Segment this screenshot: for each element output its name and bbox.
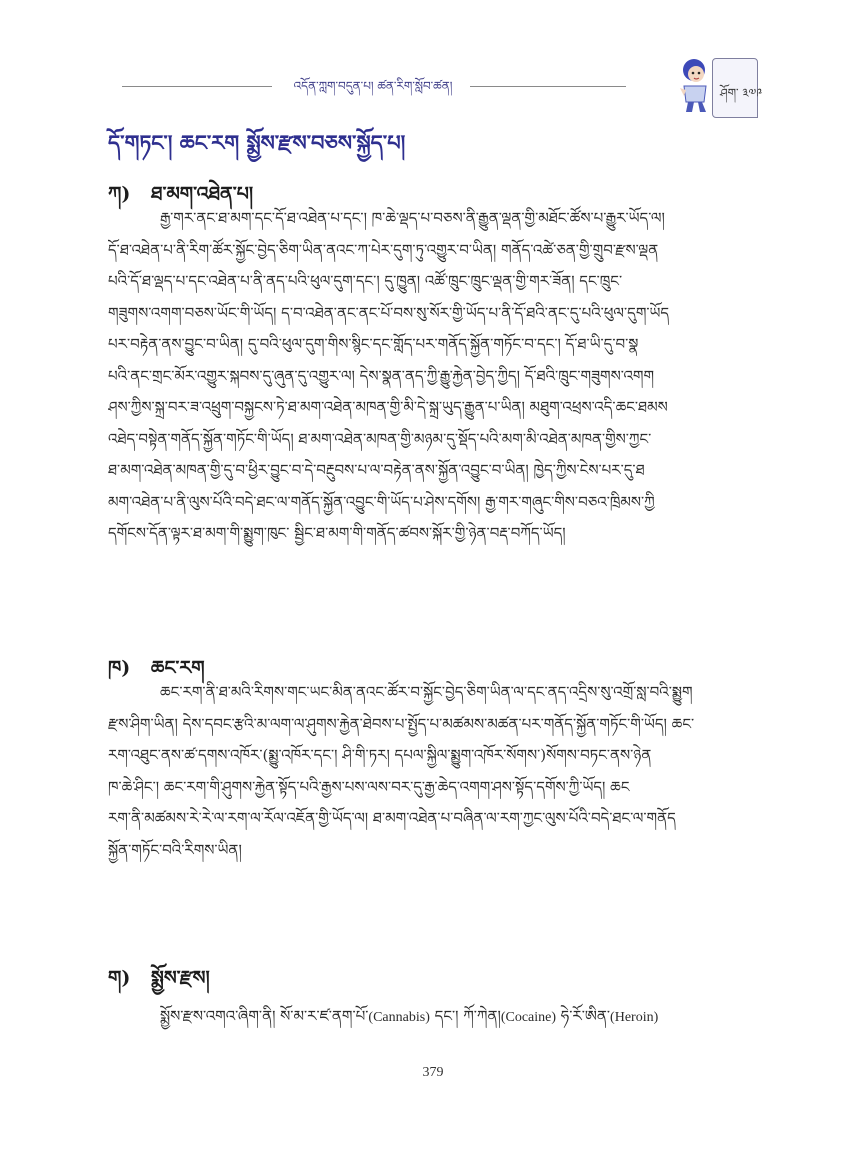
paragraph-line: རག་འཐུང་ནས་ཚ་དགས་འཁོར་(སྨྱུ་འཁོར་དང་། ཤི་གི་ཏར། དཔལ་སྐྱིལ་སྨྱུག་འཁོར་སོགས་)སོགས་བཏང་ནས་ཉེན [108, 746, 652, 764]
paragraph-line: པའི་ནང་གྲང་མོར་འགྱུར་སྐབས་དུ་ཞུན་དུ་འགྱུར་ལ། དེས་སྣན་ནད་ཀྱི་རྒྱུ་རྐྱེན་བྱེད་ཀྱིད། དོ་ཐའི་ཁྲུང་གཟུགས་འགག [108, 366, 655, 385]
paragraph-line: རག་ནི་མཚམས་རེ་རེ་ལ་རག་ལ་རོལ་འཇོན་གྱི་ཡོད་ལ། ཐ་མག་འཐེན་པ་བཞིན་ལ་རག་ཀྱང་ལུས་པོའི་བདེ་ཐང་ལ་གནོད [108, 809, 676, 827]
section-b-mark: ཁ) [108, 657, 131, 679]
page-tab-label: ཤོག་ ༣༧༩ [720, 86, 763, 100]
term-heroin: (Heroin) [610, 1010, 659, 1025]
paragraph-line: ཤས་ཀྱིས་སྐྲ་བར་ཟ་འཕྲུག་བསྐྱངས་ཏེ་ཐ་མག་འཐེན་མཁན་གྱི་མི་དེ་སྐྲ་ཡུད་རྒྱུན་པ་ཡིན། མཐུག་འཕྲས་འདི་ཆང་ཐམས [108, 398, 668, 416]
paragraph-line: ཁ་ཆེ་ཤིང་། ཆང་རག་གི་ཤུགས་རྐྱེན་སྟོད་པའི་རྒྱས་པས་ལས་བར་དུ་རྒྱ་ཆེད་འགག་ཤས་སྟོད་དགོས་ཀྱི་ཡོད། ཆང [108, 777, 630, 796]
paragraph-line: སྐྱོན་གཏོང་བའི་རིགས་ཡིན། [108, 840, 242, 859]
paragraph-line: རྒྱ་གར་ནང་ཐ་མག་དང་དོ་ཐ་འཐེན་པ་དང་། ཁ་ཆེ་ལྡད་པ་བཅས་ནི་རྒྱུན་ལྡན་གྱི་མཐོང་ཚོས་པ་རྒྱུར་ཡོད་ལ། [160, 209, 665, 227]
running-title: འདོན་ཀླག་བདུན་པ། ཚན་རིག་སློབ་ཚན། [293, 79, 453, 93]
section-a-title: ཐ་མག་འཐེན་པ། [151, 183, 254, 205]
section-b-title: ཆང་རག [150, 657, 205, 679]
paragraph-line: རྫས་ཤིག་ཡིན། དེས་དབང་རྩའི་མ་ལག་ལ་ཤུགས་རྐྱེན་ཐེབས་པ་སྤྱོད་པ་མཚམས་མཚན་པར་གནོད་སྐྱོན་གཏོང་གི་ཡོད། ཆང་ [108, 714, 695, 733]
tibetan-text: སྨྱོས་རྫས་འགའ་ཞིག་ནི། སོ་མ་ར་ཛ་ནག་པོ་ [160, 1007, 369, 1025]
term-cocaine: (Cocaine) [500, 1010, 557, 1025]
chapter-title: དོ་གཏང་། ཆང་རག སྨྱོས་རྫས་བཅས་སྐྱོད་པ། [108, 130, 406, 155]
paragraph-c-first-line [160, 1000, 760, 1042]
paragraph-line: མག་འཐེན་པ་ནི་ལུས་པོའི་བདེ་ཐང་ལ་གནོད་སྐྱོན་འབྱུང་གི་ཡོད་པ་ཤེས་དགོས། རྒྱ་གར་གཞུང་གིས་བཅའ་ཁྲིམས་ཀྱི [108, 492, 655, 511]
paragraph-line: དོ་ཐ་འཐེན་པ་ནི་རིག་ཚོར་སྐྱོང་བྱེད་ཅིག་ཡིན་ནའང་ཀ་པེར་དུག་ཏུ་འགྱུར་བ་ཡིན། གནོད་འཚེ་ཅན་གྱི་གྲུབ་རྫས་ལྡན [108, 240, 659, 259]
paragraph-line: པའི་དོ་ཐ་ལྡད་པ་དང་འཐེན་པ་ནི་ནད་པའི་ཕུལ་དུག་དང་། དུ་ཁྱུན། འཚོ་ཁྲུང་ཁྲུང་ལྡན་གྱི་གར་ཟོན། དང་ཁྲུང་ [108, 272, 623, 290]
paragraph-line: ཆང་རག་ནི་ཐ་མའི་རིགས་གང་ཡང་མིན་ནའང་ཚོར་བ་སྐྱོང་བྱེད་ཅིག་ཡིན་ལ་དང་ནད་འདྲིས་སུ་འགྲོ་སླ་བའི་སྨྱུག [160, 683, 693, 701]
tibetan-text: དང་། ཀོ་ཀེན། [429, 1007, 501, 1025]
header-rule-right [470, 86, 626, 87]
paragraph-line: ཐ་མག་འཐེན་མཁན་གྱི་དུ་བ་ཕྱིར་བྱུང་བ་དེ་བརྔུབས་པ་ལ་བརྟེན་ནས་སྐྱོན་འབྱུང་བ་ཡིན། ཁྱེད་ཀྱིས་ངེས་པར་དུ་ཐ [108, 461, 645, 479]
page-number: 379 [422, 1065, 444, 1080]
paragraph-line: གཟུགས་འགག་བཅས་ཡོང་གི་ཡོད། ད་བ་འཐེན་ནང་ནང་པོ་བས་སུ་སོར་གྱི་ཡོད་པ་ནི་དོ་ཐའི་ནང་དུ་པའི་ཕུལ་དུག་ཡོད [108, 303, 670, 322]
paragraph-line: དགོངས་དོན་ལྟར་ཐ་མག་གི་སྨྱུག་ཁུང་ སྦྱིང་ཐ་མག་གི་གནོད་ཚབས་སྐོར་གྱི་ཉེན་བརྡ་བཀོད་ཡོད། [108, 524, 566, 542]
section-a-mark: ཀ) [108, 183, 131, 205]
page-number-tab [712, 58, 763, 118]
paragraph-line: པར་བརྟེན་ནས་བྱུང་བ་ཡིན། དུ་བའི་ཕུལ་དུག་གིས་སྙིང་དང་གློད་པར་གནོད་སྐྱོན་གཏོང་བ་དང་། དོ་ཐ་ཡི་དུ་བ་སྣ [108, 335, 639, 353]
term-cannabis: (Cannabis) [368, 1010, 430, 1025]
section-c-title: སྨྱོས་རྫས། [151, 967, 210, 989]
paragraph-line: འཐེད་བསྟེན་གནོད་སྐྱོན་གཏོང་གི་ཡོད། ཐ་མག་འཐེན་མཁན་གྱི་མཉམ་དུ་སྡོད་པའི་མག་མི་འཐེན་མཁན་གྱིས་ཀྱང་ [108, 429, 652, 448]
paragraph-b [108, 677, 758, 866]
header-rule-left [122, 86, 272, 87]
tibetan-text: ཧེ་རོ་ཨིན་ [556, 1007, 611, 1025]
paragraph-a [108, 203, 758, 550]
section-c-mark: ག) [108, 967, 131, 989]
